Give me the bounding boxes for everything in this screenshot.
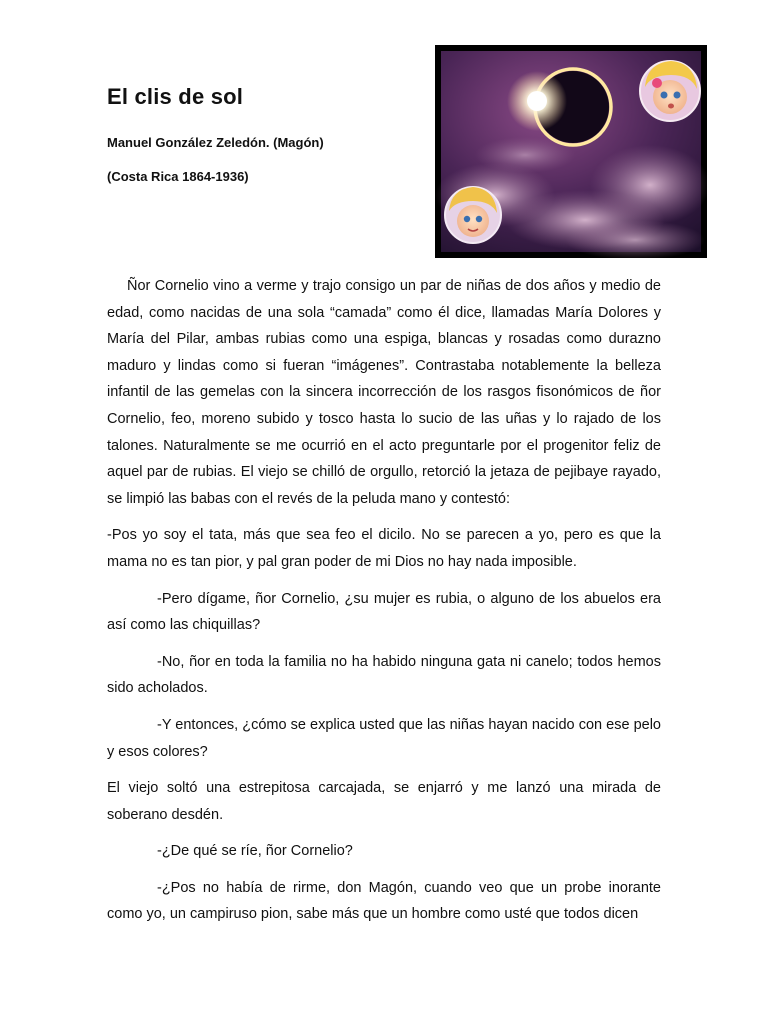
paragraph: -Pero dígame, ñor Cornelio, ¿su mujer es rubia, o alguno de los abuelos era así como las chiquillas? <box>107 590 661 634</box>
story-body <box>107 273 661 938</box>
paragraph: -¿Pos no había de rirme, don Magón, cuando veo que un probe inorante como yo, un campiruso pion, sabe más que un hombre como usté que todos dicen <box>107 879 661 923</box>
eclipse-illustration-icon <box>435 45 707 258</box>
paragraph: El viejo soltó una estrepitosa carcajada, se enjarró y me lanzó una mirada de soberano desdén. <box>107 780 661 823</box>
story-title: El clis de sol <box>107 84 244 109</box>
paragraph: -No, ñor en toda la familia no ha habido ninguna gata ni canelo; todos hemos sido acholados. <box>107 653 661 697</box>
author-dates: (Costa Rica 1864-1936) <box>107 169 249 184</box>
paragraph: -Pos yo soy el tata, más que sea feo el dicilo. No se parecen a yo, pero es que la mama no es tan pior, y pal gran poder de mi Dios no hay nada imposible. <box>107 527 661 570</box>
paragraph: -¿De qué se ríe, ñor Cornelio? <box>157 843 353 860</box>
author-line: Manuel González Zeledón. (Magón) <box>107 135 324 150</box>
paragraph: Ñor Cornelio vino a verme y trajo consigo un par de niñas de dos años y medio de edad, como nacidas de una sola “camada” como él dice, llamadas María Dolores y María del Pilar, ambas rubias como una espiga, blancas y rosadas como durazno maduro y lindas como si fueran “imágenes”. Contrastaba notablemente la belleza infantil de las gemelas con la sincera incorrección de los rasgos fisonómicos de ñor Cornelio, feo, moreno subido y tosco hasta lo sucio de las uñas y lo rajado de los talones. Naturalmente se me ocurrió en el acto preguntarle por el progenitor feliz de aquel par de rubias. El viejo se chilló de orgullo, retorció la jetaza de pejibaye rayado, se limpió las babas con el revés de la peluda mano y contestó: <box>107 278 661 507</box>
eclipse-illustration <box>435 45 707 258</box>
paragraph: -Y entonces, ¿cómo se explica usted que las niñas hayan nacido con ese pelo y esos colores? <box>107 716 661 760</box>
